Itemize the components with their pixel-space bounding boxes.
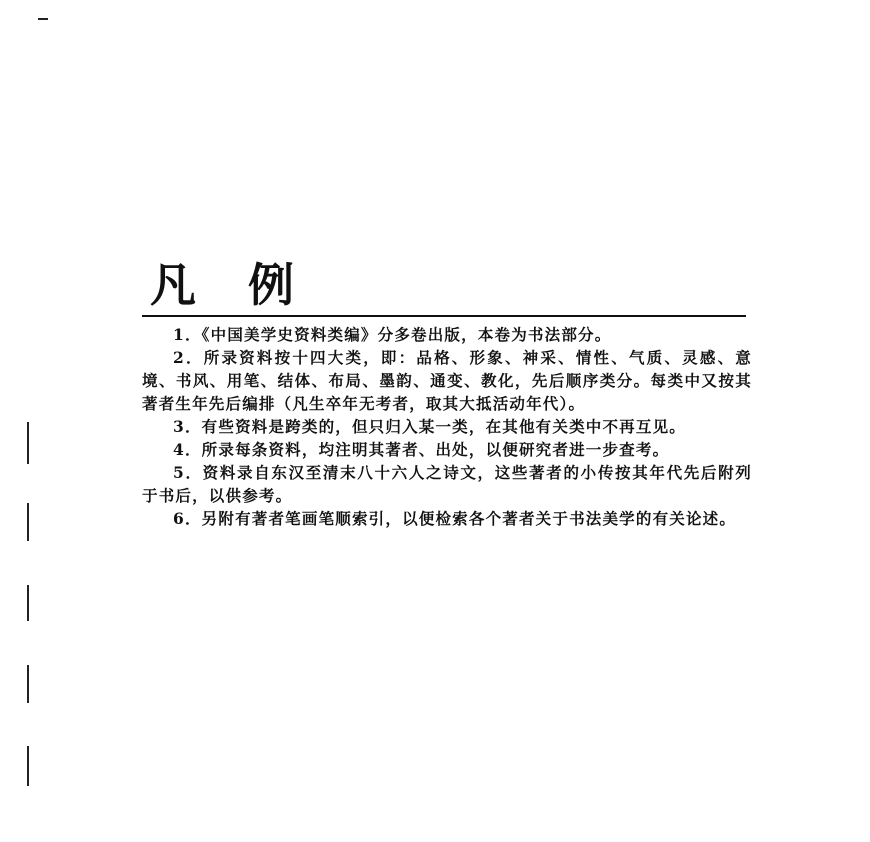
- guidelines-list: [142, 323, 752, 530]
- binding-mark: [27, 746, 29, 786]
- guideline-item: 3．有些资料是跨类的，但只归入某一类，在其他有关类中不再互见。: [173, 417, 686, 436]
- guideline-item: 6．另附有著者笔画笔顺索引，以便检索各个著者关于书法美学的有关论述。: [173, 509, 737, 528]
- guideline-item: 4．所录每条资料，均注明其著者、出处，以便研究者进一步查考。: [173, 440, 670, 459]
- guideline-item: 2．所录资料按十四大类，即：品格、形象、神采、情性、气质、灵感、意境、书风、用笔、结体、布局、墨韵、通变、教化，先后顺序类分。每类中又按其著者生年先后编排（凡生卒年无考者，取其大抵活动年代）。: [142, 348, 752, 413]
- corner-mark: [38, 18, 48, 20]
- binding-mark: [27, 503, 29, 541]
- binding-mark: [27, 585, 29, 621]
- title-underline: [142, 315, 746, 317]
- binding-mark: [27, 665, 29, 703]
- guideline-item: 5．资料录自东汉至清末八十六人之诗文，这些著者的小传按其年代先后附列于书后，以供参考。: [142, 463, 752, 505]
- guideline-item: 1．《中国美学史资料类编》分多卷出版，本卷为书法部分。: [173, 325, 612, 344]
- page-title: 凡 例: [150, 258, 313, 312]
- binding-mark: [27, 422, 29, 464]
